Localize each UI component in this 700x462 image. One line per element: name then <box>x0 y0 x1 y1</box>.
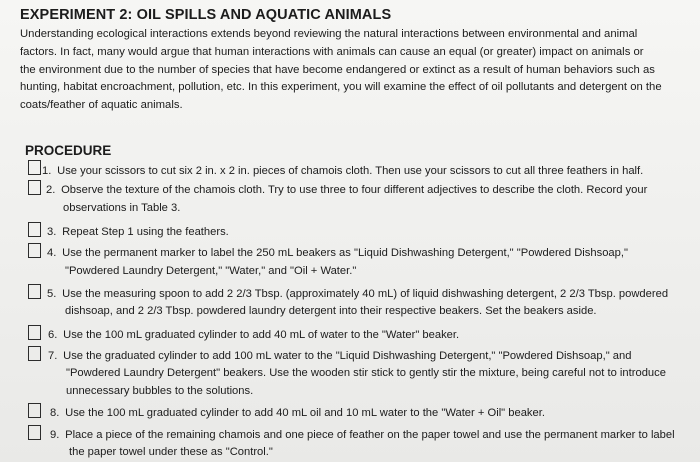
step-checkbox[interactable] <box>28 346 41 361</box>
intro-line: Understanding ecological interactions extends beyond reviewing the natural interactions between environmental and animal <box>20 28 638 40</box>
step-line: Observe the texture of the chamois cloth. Try to use three to four different adjectives to describe the cloth. Record your <box>61 184 648 196</box>
step-number: 3. <box>47 226 57 238</box>
intro-line: hunting, habitat encroachment, pollution, etc. In this experiment, you will examine the effect of oil pollutants and detergent on the <box>20 81 662 94</box>
step-checkbox[interactable] <box>28 222 41 237</box>
step-number: 1. <box>42 165 52 177</box>
step-number: 8. <box>50 407 60 419</box>
step-line: Use the graduated cylinder to add 100 mL water to the "Liquid Dishwashing Detergent," "Powdered Dishsoap," and <box>63 350 632 362</box>
step-number: 6. <box>48 329 58 341</box>
step-text <box>47 287 668 301</box>
step-text <box>42 164 643 178</box>
step-line: Use your scissors to cut six 2 in. x 2 in. pieces of chamois cloth. Then use your scissors to cut all three feathers in half. <box>57 165 644 177</box>
step-text <box>47 246 628 260</box>
intro-line: coats/feather of aquatic animals. <box>20 99 183 112</box>
step-checkbox[interactable] <box>28 325 41 340</box>
step-line: Use the 100 mL graduated cylinder to add 40 mL oil and 10 mL water to the "Water + Oil" beaker. <box>65 407 545 419</box>
step-text <box>48 328 459 342</box>
experiment-title: EXPERIMENT 2: OIL SPILLS AND AQUATIC ANIMALS <box>20 7 392 23</box>
step-line: observations in Table 3. <box>63 202 181 214</box>
step-line: Use the measuring spoon to add 2 2/3 Tbsp. (approximately 40 mL) of liquid dishwashing detergent, 2 2/3 Tbsp. powdered <box>62 288 669 300</box>
step-line: unnecessary bubbles to the solutions. <box>66 385 254 397</box>
step-text <box>47 225 229 239</box>
step-number: 2. <box>46 184 56 196</box>
step-number: 9. <box>50 429 60 441</box>
step-line: dishsoap, and 2 2/3 Tbsp. powdered laundry detergent into their respective beakers. Set the beakers aside. <box>65 305 597 317</box>
step-number: 4. <box>47 247 57 259</box>
step-line: "Powdered Laundry Detergent," "Water," and "Oil + Water." <box>65 265 357 277</box>
intro-line: the environment due to the number of species that have become endangered or extinct as a result of human behaviors such as <box>20 63 655 76</box>
step-line: Repeat Step 1 using the feathers. <box>62 226 229 238</box>
step-line: "Powdered Laundry Detergent" beakers. Use the wooden stir stick to gently stir the mixture, being careful not to introduce <box>66 367 666 379</box>
procedure-heading: PROCEDURE <box>25 143 112 158</box>
step-checkbox[interactable] <box>28 284 41 299</box>
step-checkbox[interactable] <box>28 403 41 418</box>
step-text <box>48 349 631 363</box>
step-text <box>50 428 675 442</box>
step-checkbox[interactable] <box>28 243 41 258</box>
step-checkbox[interactable] <box>28 180 41 195</box>
step-line: the paper towel under these as "Control." <box>69 446 273 458</box>
step-checkbox[interactable] <box>28 425 41 440</box>
step-line: Place a piece of the remaining chamois and one piece of feather on the paper towel and use the permanent marker to label <box>65 429 675 441</box>
step-text <box>50 406 545 420</box>
step-number: 7. <box>48 350 58 362</box>
step-number: 5. <box>47 288 57 300</box>
intro-paragraph <box>20 26 690 115</box>
step-line: Use the 100 mL graduated cylinder to add 40 mL of water to the "Water" beaker. <box>63 329 460 341</box>
intro-line: factors. In fact, many would argue that human interactions with animals can cause an equal (or greater) impact on animals or <box>20 45 644 58</box>
step-line: Use the permanent marker to label the 250 mL beakers as "Liquid Dishwashing Detergent," "Powdered Dishsoap," <box>62 247 628 259</box>
step-checkbox[interactable] <box>28 160 41 175</box>
step-text <box>46 183 647 197</box>
